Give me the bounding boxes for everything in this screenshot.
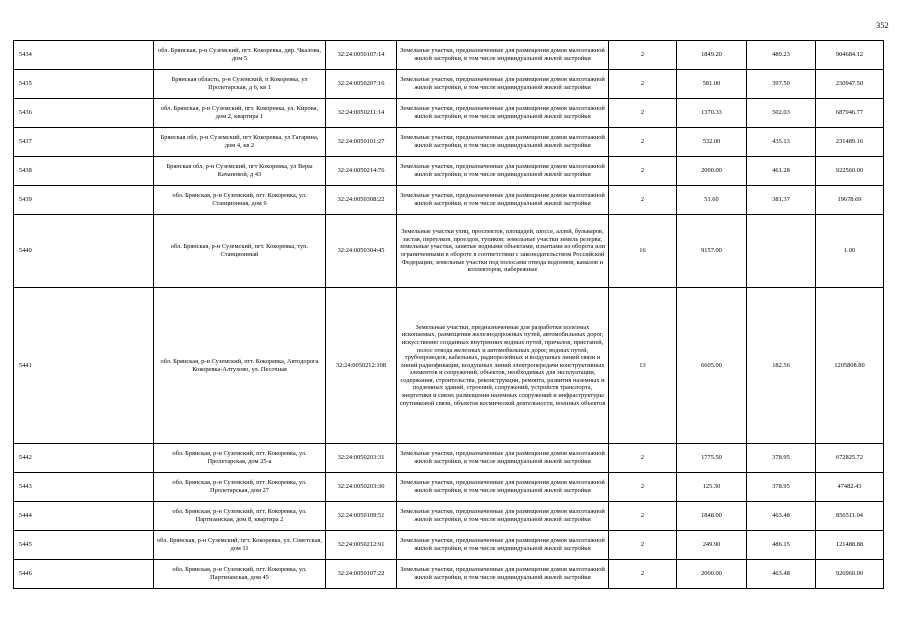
group-cell: 2 (609, 186, 677, 215)
address-cell: Брянская обл, р-н Суземский, пгт Кокоревка, ул Веры Качановой, д 43 (154, 157, 326, 186)
table-row (14, 444, 884, 473)
table-row (14, 473, 884, 502)
specific-value-cell: 397.50 (747, 70, 816, 99)
land-use-cell: Земельные участки, предназначенные для размещения домов малоэтажной жилой застройки, в том числе индивидуальной жилой застройки (397, 128, 609, 157)
cadastral-value-cell: 231489.16 (816, 128, 884, 157)
group-cell: 2 (609, 128, 677, 157)
address-cell: Брянская обл, р-н Суземский, пгт Кокоревка, ул Гагарина, дом 4, кв 2 (154, 128, 326, 157)
cadastral-value-cell: 687946.77 (816, 99, 884, 128)
table-row (14, 531, 884, 560)
land-use-cell: Земельные участки, предназначенные для разработки полезных ископаемых, размещения железнодорожных путей, автомобильных дорог, искусственно созданных внутренних водных путей, причалов, пристаней, полос отвода железных и автомобильных дорог, водных путей, трубопроводов, кабельных, радиорелейных и воздушных линий связи и линий радиофикации, воздушных линий электропередачи конструктивных элементов и сооружений, объектов, необходимых для эксплуатации, содержания, строительства, реконструкции, ремонта, развития наземных и подземных зданий, строений, сооружений, устройств транспорта, энергетики и связи; размещения наземных сооружений и инфраструктуры спутниковой связи, объектов космической деятельности, военных объектов (397, 288, 609, 444)
specific-value-cell: 463.48 (747, 502, 816, 531)
table-row (14, 128, 884, 157)
land-use-cell: Земельные участки улиц, проспектов, площадей, шоссе, аллей, бульваров, застав, переулков, проездов, тупиков; земельные участки земель резерва; земельные участки, занятые водными объектами, изъятыми из оборота или ограниченными в обороте в соответствии с законодательством Российской Федерации; земельные участки под полосами отвода водоемов, каналов и коллекторов, набережные (397, 215, 609, 288)
specific-value-cell: 381.37 (747, 186, 816, 215)
specific-value-cell: 461.28 (747, 157, 816, 186)
cadastral-number-cell: 32:24:0050207:16 (326, 70, 397, 99)
land-use-cell: Земельные участки, предназначенные для размещения домов малоэтажной жилой застройки, в том числе индивидуальной жилой застройки (397, 531, 609, 560)
table-row (14, 99, 884, 128)
group-cell: 2 (609, 531, 677, 560)
table-row (14, 215, 884, 288)
group-cell: 2 (609, 473, 677, 502)
cadastral-number-cell: 32:24:0050212:91 (326, 531, 397, 560)
specific-value-cell: 182.56 (747, 288, 816, 444)
specific-value-cell: 489.23 (747, 41, 816, 70)
group-cell: 16 (609, 215, 677, 288)
row-number: 5443 (14, 473, 154, 502)
row-number: 5444 (14, 502, 154, 531)
cadastral-number-cell: 32:24:0050211:14 (326, 99, 397, 128)
page-number: 352 (876, 20, 889, 30)
group-cell: 2 (609, 41, 677, 70)
group-cell: 2 (609, 70, 677, 99)
area-cell: 249.90 (677, 531, 747, 560)
specific-value-cell: 486.15 (747, 531, 816, 560)
address-cell: обл. Брянская, р-н Суземский, пгт. Кокоревка, Автодорога Кокоревка-Алтухово, ул. Песочная (154, 288, 326, 444)
table-row (14, 502, 884, 531)
row-number: 5441 (14, 288, 154, 444)
area-cell: 6605.00 (677, 288, 747, 444)
cadastral-value-cell: 922560.00 (816, 157, 884, 186)
area-cell: 532.00 (677, 128, 747, 157)
cadastral-value-cell: 47482.43 (816, 473, 884, 502)
address-cell: обл. Брянская, р-н Суземский, пгт. Кокоревка, ул. Пролетарская, дом 27 (154, 473, 326, 502)
cadastral-number-cell: 32:24:0050214:76 (326, 157, 397, 186)
cadastral-value-cell: 19678.69 (816, 186, 884, 215)
table-row (14, 70, 884, 99)
address-cell: обл. Брянская, р-н Суземский, пгт. Кокоревка, ул. Кирова, дом 2, квартира 1 (154, 99, 326, 128)
table-row (14, 157, 884, 186)
table-row (14, 41, 884, 70)
cadastral-number-cell: 32:24:0050304:45 (326, 215, 397, 288)
row-number: 5434 (14, 41, 154, 70)
specific-value-cell: 378.95 (747, 444, 816, 473)
cadastral-number-cell: 32:24:0050107:14 (326, 41, 397, 70)
cadastral-value-cell: 121488.88 (816, 531, 884, 560)
cadastral-number-cell: 32:24:0050203:31 (326, 444, 397, 473)
row-number: 5442 (14, 444, 154, 473)
address-cell: обл. Брянская, р-н Суземский, пгт. Кокоревка, ул. Партизанская, дом 45 (154, 560, 326, 589)
specific-value-cell: 463.48 (747, 560, 816, 589)
specific-value-cell: 378.95 (747, 473, 816, 502)
address-cell: обл. Брянская, р-н Суземский, пгт. Кокоревка, ул. Пролетарская, дом 25-а (154, 444, 326, 473)
row-number: 5436 (14, 99, 154, 128)
table-row (14, 560, 884, 589)
row-number: 5438 (14, 157, 154, 186)
cadastral-value-cell: 856511.04 (816, 502, 884, 531)
table-row (14, 186, 884, 215)
group-cell: 2 (609, 157, 677, 186)
area-cell: 581.00 (677, 70, 747, 99)
address-cell: Брянская область, р-н Суземский, п Кокоревка, ул Пролетарская, д 6, кв 1 (154, 70, 326, 99)
area-cell: 9157.00 (677, 215, 747, 288)
cadastral-value-cell: 672825.72 (816, 444, 884, 473)
specific-value-cell: 435.13 (747, 128, 816, 157)
group-cell: 2 (609, 99, 677, 128)
row-number: 5445 (14, 531, 154, 560)
area-cell: 2000.00 (677, 157, 747, 186)
specific-value-cell (747, 215, 816, 288)
land-use-cell: Земельные участки, предназначенные для размещения домов малоэтажной жилой застройки, в том числе индивидуальной жилой застройки (397, 157, 609, 186)
area-cell: 1775.50 (677, 444, 747, 473)
group-cell: 2 (609, 502, 677, 531)
land-use-cell: Земельные участки, предназначенные для размещения домов малоэтажной жилой застройки, в том числе индивидуальной жилой застройки (397, 41, 609, 70)
area-cell: 1848.00 (677, 502, 747, 531)
group-cell: 13 (609, 288, 677, 444)
cadastral-number-cell: 32:24:0050308:22 (326, 186, 397, 215)
address-cell: обл. Брянская, р-н Суземский, пгт. Кокоревка, ул. Станционная, дом 6 (154, 186, 326, 215)
land-use-cell: Земельные участки, предназначенные для размещения домов малоэтажной жилой застройки, в том числе индивидуальной жилой застройки (397, 70, 609, 99)
land-use-cell: Земельные участки, предназначенные для размещения домов малоэтажной жилой застройки, в том числе индивидуальной жилой застройки (397, 560, 609, 589)
land-use-cell: Земельные участки, предназначенные для размещения домов малоэтажной жилой застройки, в том числе индивидуальной жилой застройки (397, 99, 609, 128)
table-row (14, 288, 884, 444)
address-cell: обл. Брянская, р-н Суземский, пгт. Кокоревка, туп. Станционный (154, 215, 326, 288)
address-cell: обл. Брянская, р-н Суземский, пгт. Кокоревка, двр. Чкалова, дом 5 (154, 41, 326, 70)
land-use-cell: Земельные участки, предназначенные для размещения домов малоэтажной жилой застройки, в том числе индивидуальной жилой застройки (397, 473, 609, 502)
cadastral-value-cell: 904684.12 (816, 41, 884, 70)
row-number: 5437 (14, 128, 154, 157)
cadastral-value-cell: 1.00 (816, 215, 884, 288)
row-number: 5435 (14, 70, 154, 99)
address-cell: обл. Брянская, р-н Суземский, пгт. Кокоревка, ул. Советская, дом 11 (154, 531, 326, 560)
cadastral-value-cell: 230947.50 (816, 70, 884, 99)
area-cell: 2000.00 (677, 560, 747, 589)
land-use-cell: Земельные участки, предназначенные для размещения домов малоэтажной жилой застройки, в том числе индивидуальной жилой застройки (397, 444, 609, 473)
cadastral-number-cell: 32:24:0050109:51 (326, 502, 397, 531)
row-number: 5439 (14, 186, 154, 215)
cadastral-number-cell: 32:24:0050203:30 (326, 473, 397, 502)
area-cell: 1849.20 (677, 41, 747, 70)
row-number: 5440 (14, 215, 154, 288)
cadastral-number-cell: 32:24:0050107:22 (326, 560, 397, 589)
address-cell: обл. Брянская, р-н Суземский, пгт. Кокоревка, ул. Партизанская, дом 8, квартира 2 (154, 502, 326, 531)
land-use-cell: Земельные участки, предназначенные для размещения домов малоэтажной жилой застройки, в том числе индивидуальной жилой застройки (397, 502, 609, 531)
cadastral-number-cell: 32:24:0050212:108 (326, 288, 397, 444)
cadastral-number-cell: 32:24:0050101:27 (326, 128, 397, 157)
area-cell: 1370.33 (677, 99, 747, 128)
land-use-cell: Земельные участки, предназначенные для размещения домов малоэтажной жилой застройки, в том числе индивидуальной жилой застройки (397, 186, 609, 215)
group-cell: 2 (609, 444, 677, 473)
cadastral-value-cell: 1205808.80 (816, 288, 884, 444)
area-cell: 51.60 (677, 186, 747, 215)
area-cell: 125.30 (677, 473, 747, 502)
specific-value-cell: 502.03 (747, 99, 816, 128)
land-registry-table (13, 40, 884, 589)
row-number: 5446 (14, 560, 154, 589)
group-cell: 2 (609, 560, 677, 589)
cadastral-value-cell: 926960.00 (816, 560, 884, 589)
